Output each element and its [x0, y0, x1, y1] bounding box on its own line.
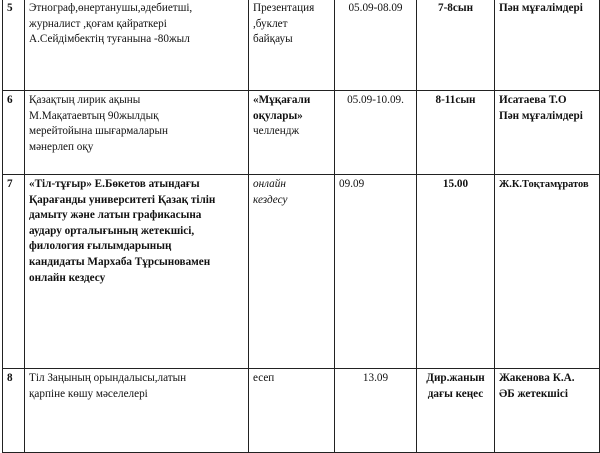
event-responsible	[495, 369, 600, 453]
event-audience: 8-11сын	[417, 91, 495, 175]
event-audience: Дир.жанын дағы кеңес	[417, 369, 495, 453]
form-line: оқулары»	[253, 109, 303, 122]
table-row	[3, 91, 600, 175]
event-form	[249, 369, 335, 453]
event-form	[249, 0, 335, 91]
event-line: Қазақтың лирик ақыны	[29, 94, 141, 106]
event-line: Этнограф,өнертанушы,әдебиетші,	[29, 2, 193, 14]
event-line: кандидаты Мархаба Тұрсыновамен	[29, 255, 211, 268]
form-line: ,буклет	[253, 17, 288, 30]
event-plan-table	[2, 0, 600, 453]
form-line: онлайн	[253, 178, 286, 190]
event-date: 05.09-08.09	[335, 0, 417, 91]
table-row	[3, 0, 600, 91]
responsible-line: ӘБ жетекшісі	[499, 387, 568, 400]
responsible-line: Ж.К.Тоқтамұратов	[499, 179, 589, 190]
event-line: «Тіл-тұғыр» Е.Бөкетов атындағы	[29, 178, 200, 190]
event-time: 15.00	[417, 175, 495, 369]
event-title	[25, 175, 249, 369]
event-responsible	[495, 91, 600, 175]
event-line: Қарағанды университеті Қазақ тілін	[29, 193, 216, 206]
table-row	[3, 369, 600, 453]
event-title	[25, 91, 249, 175]
form-line: кездесу	[253, 193, 288, 206]
event-line: онлайн кездесу	[29, 271, 106, 284]
form-line: челлендж	[253, 125, 300, 138]
row-number: 8	[3, 369, 25, 453]
event-line: М.Мақатаевтың 90жылдық	[29, 109, 159, 122]
event-line: журналист ,қоғам қайраткері	[29, 17, 167, 30]
responsible-line: Пән мұғалімдері	[499, 109, 583, 122]
form-line: байқауы	[253, 33, 293, 46]
event-line: мәнерлеп оқу	[29, 140, 94, 153]
event-line: Тіл Заңының орындалысы,латын	[29, 372, 187, 384]
event-line: филология ғылымдарының	[29, 240, 172, 253]
form-line: Презентация	[253, 2, 315, 14]
event-date: 13.09	[335, 369, 417, 453]
event-line: дамыту және латын графикасына	[29, 209, 202, 222]
event-date: 09.09	[335, 175, 417, 369]
event-responsible	[495, 175, 600, 369]
row-number: 7	[3, 175, 25, 369]
form-line: есеп	[253, 372, 275, 384]
event-date: 05.09-10.09.	[335, 91, 417, 175]
row-number: 5	[3, 0, 25, 91]
table-body	[3, 0, 600, 453]
responsible-line: Жакенова К.А.	[499, 372, 575, 384]
responsible-line: Пән мұғалімдері	[499, 2, 583, 14]
responsible-line: Исатаева Т.О	[499, 94, 567, 106]
event-line: мерейтойына шығармаларын	[29, 125, 169, 138]
row-number: 6	[3, 91, 25, 175]
event-line: А.Сейдімбектің туғанына -80жыл	[29, 33, 190, 46]
event-title	[25, 369, 249, 453]
table-row	[3, 175, 600, 369]
event-form	[249, 91, 335, 175]
event-line: аудару орталығының жетекшісі,	[29, 224, 195, 237]
event-form	[249, 175, 335, 369]
form-line: «Мұқағали	[253, 94, 311, 106]
event-line: қарпіне көшу мәселелері	[29, 387, 148, 400]
event-audience: 7-8сын	[417, 0, 495, 91]
event-responsible	[495, 0, 600, 91]
event-title	[25, 0, 249, 91]
